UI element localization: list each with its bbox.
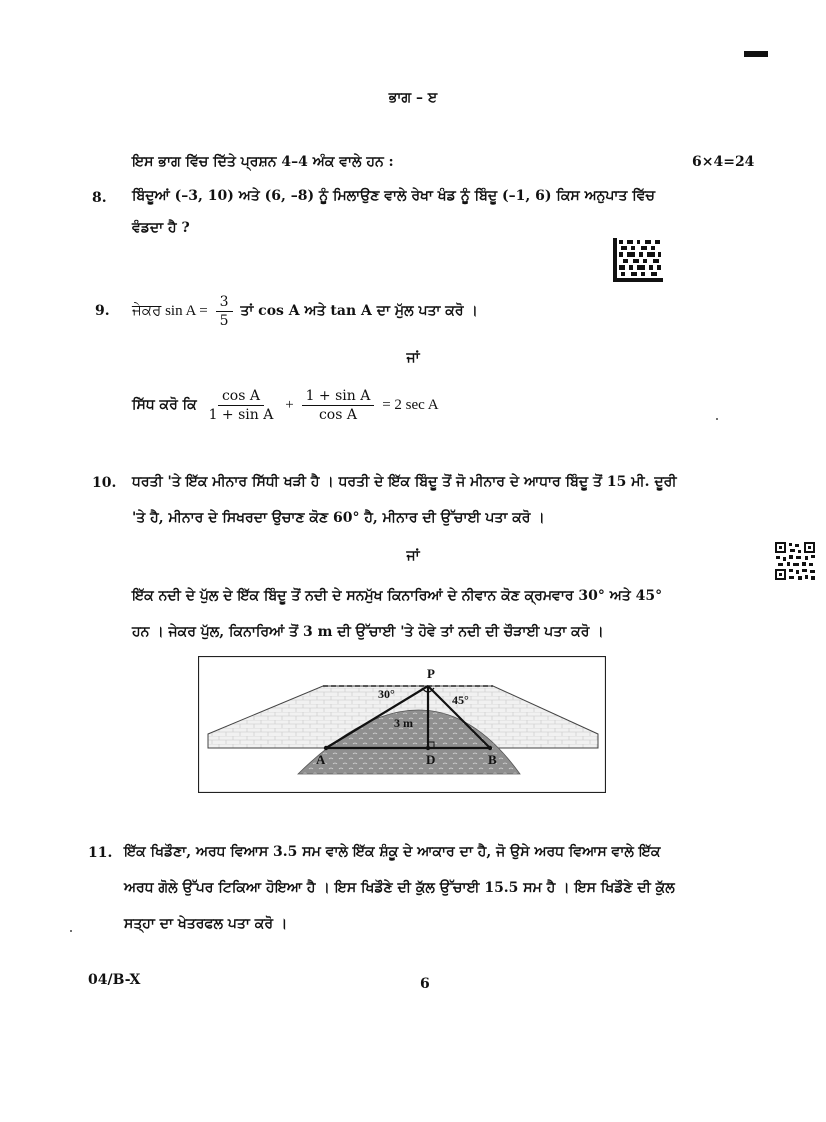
label-b: B [488,752,497,767]
question-10-alternative [132,578,752,650]
question-11-line-2: ਅਰਧ ਗੋਲੇ ਉੱਪਰ ਟਿਕਿਆ ਹੋਇਆ ਹੈ । ਇਸ ਖਿਡੌਣੇ ਦੀ ਕੁੱਲ ਉੱਚਾਈ 15.5 ਸਮ ਹੈ । ਇਸ ਖਿਡੌਣੇ ਦੀ ਕੁੱਲ [124,880,675,896]
question-8-text [132,180,742,244]
question-10-line-1: ਧਰਤੀ 'ਤੇ ਇੱਕ ਮੀਨਾਰ ਸਿੱਧੀ ਖੜੀ ਹੈ । ਧਰਤੀ ਦੇ ਇੱਕ ਬਿੰਦੂ ਤੋਂ ਜੋ ਮੀਨਾਰ ਦੇ ਆਧਾਰ ਬਿੰਦੂ ਤੋਂ 15 ਮੀ. ਦੂਰੀ [132,474,677,490]
point-d-dot [426,746,430,750]
section-instructions: ਇਸ ਭਾਗ ਵਿੱਚ ਦਿੱਤੇ ਪ੍ਰਸ਼ਨ 4–4 ਅੰਕ ਵਾਲੇ ਹਨ : [132,154,394,170]
question-9-or: ਜਾਂ [406,350,420,366]
top-margin-mark [744,51,768,57]
fraction-denominator: 5 [219,312,229,329]
fraction-2-denominator: cos A [318,406,357,423]
point-a-dot [324,746,328,750]
qr-code-icon [775,542,815,580]
question-11-line-3: ਸਤ੍ਹਾ ਦਾ ਖੇਤਰਫਲ ਪਤਾ ਕਰੋ । [124,916,288,932]
question-8-line-2: ਵੰਡਦਾ ਹੈ ? [132,220,190,236]
label-height: 3 m [394,716,413,730]
question-9-fraction [216,293,233,330]
point-b-dot [488,746,492,750]
fraction-2 [302,387,375,424]
question-11-line-1: ਇੱਕ ਖਿਡੌਣਾ, ਅਰਧ ਵਿਆਸ 3.5 ਸਮ ਵਾਲੇ ਇੱਕ ਸ਼ੰਕੂ ਦੇ ਆਕਾਰ ਦਾ ਹੈ, ਜੋ ਉਸੇ ਅਰਧ ਵਿਆਸ ਵਾਲੇ ਇੱਕ [124,844,661,860]
fraction-numerator: 3 [216,293,233,312]
fraction-2-numerator: 1 + sin A [302,387,375,406]
scan-speck [70,930,72,932]
page-number: 6 [420,976,430,992]
question-9-number: 9. [95,303,110,319]
label-a: A [316,752,326,767]
question-10-number: 10. [92,475,117,491]
question-9-text [132,292,478,330]
fraction-1-numerator: cos A [218,387,264,406]
question-8-line-1: ਬਿੰਦੂਆਂ (–3, 10) ਅਤੇ (6, –8) ਨੂੰ ਮਿਲਾਉਣ ਵਾਲੇ ਰੇਖਾ ਖੰਡ ਨੂੰ ਬਿੰਦੂ (–1, 6) ਕਿਸ ਅਨੁਪਾਤ ਵਿੱਚ [132,188,655,204]
plus-sign: + [285,397,294,413]
question-9-suffix: ਤਾਂ cos A ਅਤੇ tan A ਦਾ ਮੁੱਲ ਪਤਾ ਕਰੋ । [240,303,478,319]
question-10-alt-line-2: ਹਨ । ਜੇਕਰ ਪੁੱਲ, ਕਿਨਾਰਿਆਂ ਤੋਂ 3 m ਦੀ ਉੱਚਾਈ 'ਤੇ ਹੋਵੇ ਤਾਂ ਨਦੀ ਦੀ ਚੌੜਾਈ ਪਤਾ ਕਰੋ । [132,624,604,640]
barcode-icon [613,238,663,282]
section-title: ਭਾਗ – ੲ [388,90,438,106]
label-angle-30: 30° [378,687,395,701]
question-10-or: ਜਾਂ [406,548,420,564]
label-angle-45: 45° [452,693,469,707]
fraction-1-denominator: 1 + sin A [208,406,274,423]
fraction-1 [205,387,278,424]
question-8-number: 8. [92,190,107,206]
question-9-prefix: ਜੇਕਰ sin A = [132,303,208,319]
label-p: P [427,666,435,681]
question-10-alt-line-1: ਇੱਕ ਨਦੀ ਦੇ ਪੁੱਲ ਦੇ ਇੱਕ ਬਿੰਦੂ ਤੋਂ ਨਦੀ ਦੇ ਸਨਮੁੱਖ ਕਿਨਾਰਿਆਂ ਦੇ ਨੀਵਾਨ ਕੋਣ ਕ੍ਰਮਵਾਰ 30° ਅਤੇ 45° [132,588,663,604]
marks-total: 6×4=24 [692,154,755,170]
paper-code: 04/B-X [88,972,141,988]
question-9-alternative [132,385,439,425]
question-10-line-2: 'ਤੇ ਹੈ, ਮੀਨਾਰ ਦੇ ਸਿਖਰਦਾ ਉਚਾਣ ਕੋਣ 60° ਹੈ, ਮੀਨਾਰ ਦੀ ਉੱਚਾਈ ਪਤਾ ਕਰੋ । [132,510,545,526]
question-9-alt-prefix: ਸਿੱਧ ਕਰੋ ਕਿ [132,397,197,413]
equation-rhs: = 2 sec A [382,397,439,413]
bridge-river-figure [198,656,606,793]
scan-speck [716,418,718,420]
label-d: D [426,752,436,767]
question-11-number: 11. [88,845,113,861]
question-10-text [132,464,752,536]
question-11-text [124,834,754,942]
